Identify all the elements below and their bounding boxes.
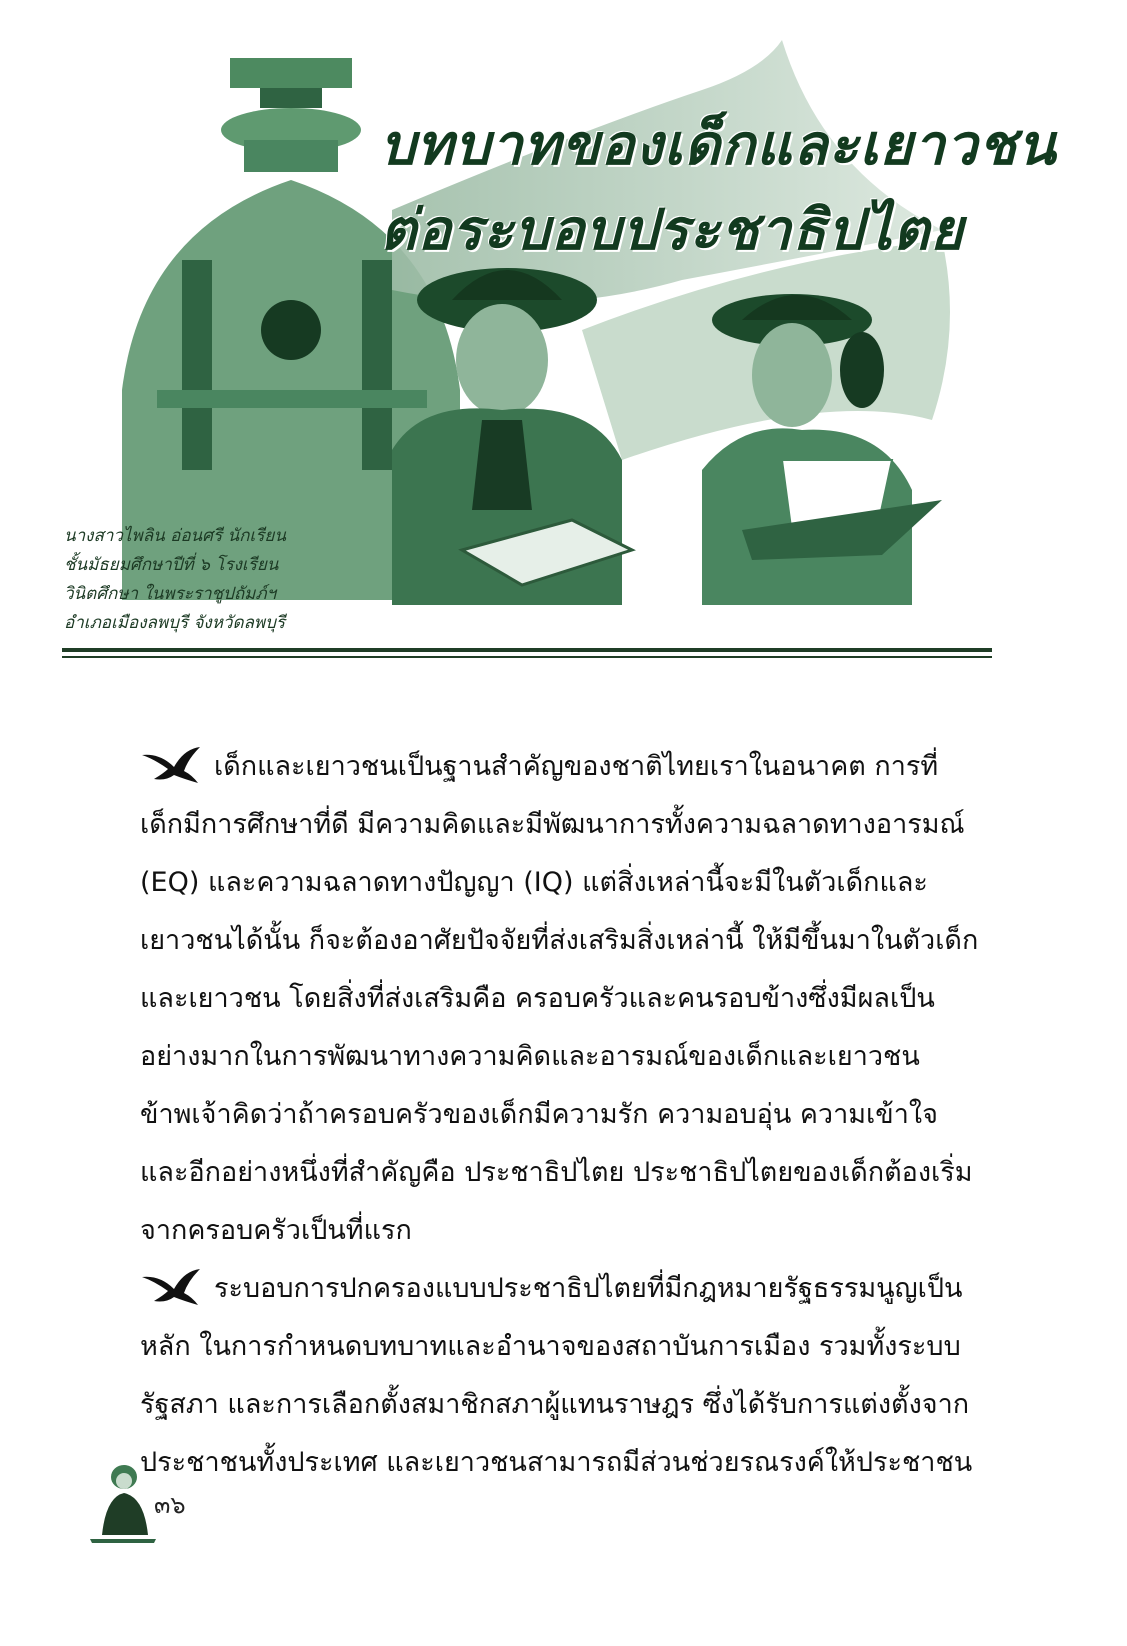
paragraph-2 [140,1260,990,1492]
paragraph-text: เด็กและเยาวชนเป็นฐานสำคัญของชาติไทยเราในอนาคต การที่ [214,751,939,782]
page-number: ๓๖ [154,1491,186,1519]
paragraph-line: ข้าพเจ้าคิดว่าถ้าครอบครัวของเด็กมีความรัก ความอบอุ่น ความเข้าใจ [140,1099,938,1130]
paragraph-text: ระบอบการปกครองแบบประชาธิปไตยที่มีกฎหมายรัฐธรรมนูญเป็น [214,1273,963,1304]
header-rule-thin [62,656,992,658]
caption-line: วินิตศึกษา ในพระราชูปถัมภ์ฯ [64,584,277,604]
article-title-line-1: บทบาทของเด็กและเยาวชน [380,113,1057,178]
mascot-icon [88,1455,158,1545]
paragraph-line: จากครอบครัวเป็นที่แรก [140,1215,412,1246]
paragraph-line: เด็กมีการศึกษาที่ดี มีความคิดและมีพัฒนาการทั้งความฉลาดทางอารมณ์ [140,809,965,840]
paragraph-line: (EQ) และความฉลาดทางปัญญา (IQ) แต่สิ่งเหล่านี้จะมีในตัวเด็กและ [140,867,928,898]
paragraph-line: อย่างมากในการพัฒนาทางความคิดและอารมณ์ของเด็กและเยาวชน [140,1041,920,1072]
caption-line: ชั้นมัธยมศึกษาปีที่ ๖ โรงเรียน [64,555,279,575]
paragraph-1 [140,738,990,1260]
header-illustration [62,30,1057,640]
bird-icon [140,1267,202,1307]
caption-line: นางสาวไพลิน อ่อนศรี นักเรียน [64,526,286,546]
caption-line: อำเภอเมืองลพบุรี จังหวัดลพบุรี [64,613,286,633]
paragraph-line: ประชาชนทั้งประเทศ และเยาวชนสามารถมีส่วนช่วยรณรงค์ให้ประชาชน [140,1447,973,1478]
author-caption [64,522,364,638]
paragraph-line [140,1260,990,1318]
paragraph-line: และอีกอย่างหนึ่งที่สำคัญคือ ประชาธิปไตย ประชาธิปไตยของเด็กต้องเริ่ม [140,1157,973,1188]
paragraph-line [140,738,990,796]
header-rule-thick [62,648,992,652]
article-body [140,738,990,1492]
paragraph-line: รัฐสภา และการเลือกตั้งสมาชิกสภาผู้แทนราษฎร ซึ่งได้รับการแต่งตั้งจาก [140,1389,970,1420]
paragraph-line: และเยาวชน โดยสิ่งที่ส่งเสริมคือ ครอบครัวและคนรอบข้างซึ่งมีผลเป็น [140,983,935,1014]
article-title-line-2: ต่อระบอบประชาธิปไตย [380,198,965,263]
paragraph-line: หลัก ในการกำหนดบทบาทและอำนาจของสถาบันการเมือง รวมทั้งระบบ [140,1331,961,1362]
page-footer [88,1455,218,1545]
paragraph-line: เยาวชนได้นั้น ก็จะต้องอาศัยปัจจัยที่ส่งเสริมสิ่งเหล่านี้ ให้มีขึ้นมาในตัวเด็ก [140,925,979,956]
bird-icon [140,745,202,785]
